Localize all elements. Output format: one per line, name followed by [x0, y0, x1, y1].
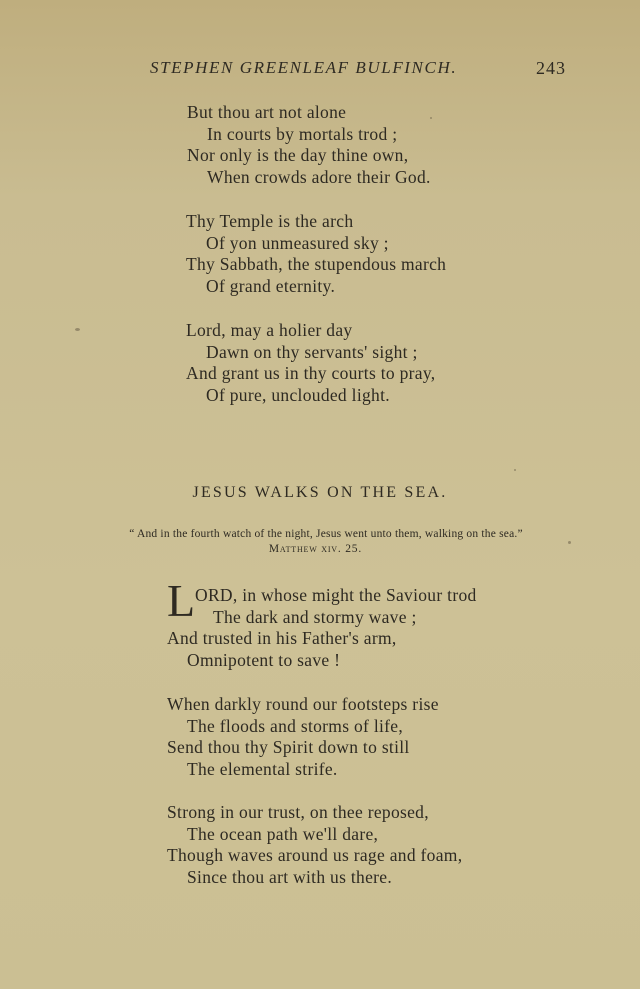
verse-line: The ocean path we'll dare,	[187, 823, 379, 844]
drop-cap: L	[167, 575, 196, 626]
poem1-stanza-2	[186, 211, 446, 298]
poem-title: JESUS WALKS ON THE SEA.	[192, 484, 448, 501]
paper-speck	[430, 117, 432, 119]
verse-line: The dark and stormy wave ;	[213, 606, 417, 627]
poem1-stanza-3	[186, 320, 435, 407]
poem2-stanza-1	[167, 575, 527, 672]
poem2-stanza-2	[167, 694, 439, 781]
verse-line: Dawn on thy servants' sight ;	[206, 341, 418, 362]
verse-line: Strong in our trust, on thee reposed,	[167, 802, 429, 822]
verse-line: Thy Sabbath, the stupendous march	[186, 254, 447, 275]
epigraph-quote: “ And in the fourth watch of the night, Jesus went unto them, walking on the sea.”	[129, 528, 523, 540]
verse-line: Lord, may a holier day	[186, 320, 353, 340]
first-line-text: ORD, in whose might the Saviour trod	[195, 585, 477, 605]
verse-line: Though waves around us rage and foam,	[167, 845, 463, 866]
running-title: STEPHEN GREENLEAF BULFINCH.	[150, 58, 458, 77]
verse-line: Nor only is the day thine own,	[187, 145, 409, 166]
verse-line: When darkly round our footsteps rise	[167, 694, 439, 714]
verse-line: Thy Temple is the arch	[186, 211, 354, 231]
page-number: 243	[536, 58, 566, 78]
epigraph-citation: Matthew xiv. 25.	[268, 543, 362, 555]
poem2-stanza-3	[167, 802, 462, 889]
verse-line: Omnipotent to save !	[187, 650, 341, 671]
running-head	[150, 58, 568, 82]
poem1-stanza-1	[187, 102, 431, 189]
paper-speck	[568, 541, 571, 544]
verse-line: And grant us in thy courts to pray,	[186, 363, 436, 384]
verse-line: The floods and storms of life,	[187, 715, 404, 736]
verse-line: Of grand eternity.	[206, 276, 336, 297]
verse-line: Since thou art with us there.	[187, 867, 393, 888]
paper-speck	[75, 328, 80, 331]
epigraph	[80, 527, 572, 557]
verse-line: The elemental strife.	[187, 759, 338, 780]
verse-line: But thou art not alone	[187, 102, 347, 122]
verse-line: And trusted in his Father's arm,	[167, 628, 397, 649]
verse-line: When crowds adore their God.	[207, 167, 431, 188]
verse-line: Of pure, unclouded light.	[206, 385, 390, 406]
verse-line: Send thou thy Spirit down to still	[167, 737, 410, 758]
paper-speck	[514, 469, 516, 471]
verse-line: Of yon unmeasured sky ;	[206, 232, 389, 253]
verse-line: In courts by mortals trod ;	[207, 123, 398, 144]
